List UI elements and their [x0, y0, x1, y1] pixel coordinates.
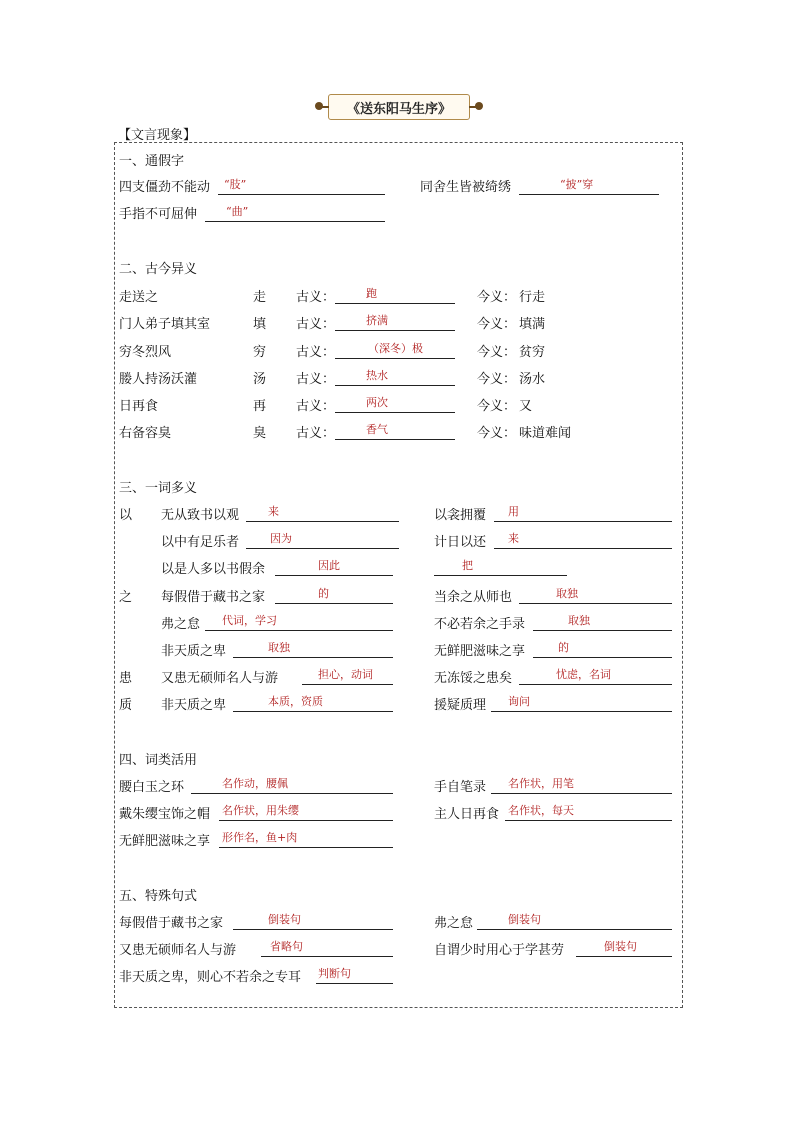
answer-tongjia-2: “披”穿	[560, 178, 594, 191]
answer-line	[335, 330, 455, 331]
gujin-char-4: 汤	[253, 372, 267, 387]
gujin-char-1: 走	[253, 290, 267, 305]
duoyi-yi-ans-2: 用	[508, 505, 519, 518]
duoyi-zhi-ans-4: 取独	[568, 614, 590, 627]
gujin-char-3: 穷	[253, 345, 267, 360]
answer-line	[335, 412, 455, 413]
duoyi-zhi-text-4: 不必若余之手录	[434, 617, 526, 632]
answer-line	[316, 983, 393, 984]
jushi-ans-1: 倒装句	[268, 913, 301, 926]
answer-line	[519, 684, 672, 685]
huoyong-text-5: 无鲜肥滋味之享	[119, 834, 211, 849]
gujin-new-label: 今义：	[477, 399, 517, 414]
huoyong-text-2: 手自笔录	[434, 780, 487, 795]
answer-line	[302, 684, 393, 685]
answer-line	[261, 956, 393, 957]
gujin-old-1: 跑	[366, 287, 377, 300]
answer-line	[477, 929, 672, 930]
huoyong-text-1: 腰白玉之环	[119, 780, 185, 795]
answer-line	[335, 358, 455, 359]
jushi-text-3: 又患无硕师名人与游	[119, 943, 237, 958]
duoyi-yi-text-3: 以中有足乐者	[161, 535, 240, 550]
jushi-ans-4: 倒装句	[604, 940, 637, 953]
duoyi-zhi-text-3: 弗之怠	[161, 617, 201, 632]
duoyi-zhi-ans-5: 取独	[268, 641, 290, 654]
answer-line	[246, 548, 399, 549]
huoyong-ans-4: 名作状，每天	[508, 804, 574, 817]
duoyi-char-yi: 以	[119, 508, 133, 523]
page-title	[328, 94, 470, 120]
gujin-old-label: 古义：	[296, 345, 336, 360]
duoyi-zhi2-ans-1: 本质，资质	[268, 695, 323, 708]
gujin-old-4: 热水	[366, 369, 388, 382]
duoyi-huan-text-1: 又患无硕师名人与游	[161, 671, 279, 686]
answer-line	[246, 521, 399, 522]
heading-tongjia: 一、通假字	[119, 154, 185, 169]
heading-duoyi: 三、一词多义	[119, 481, 198, 496]
tongjia-text-3: 手指不可屈伸	[119, 207, 198, 222]
answer-line	[233, 657, 393, 658]
tongjia-text-2: 同舍生皆被绮绣	[420, 180, 512, 195]
gujin-char-6: 臭	[253, 426, 267, 441]
duoyi-zhi-ans-6: 的	[558, 641, 569, 654]
answer-line	[233, 711, 393, 712]
duoyi-zhi-text-1: 每假借于藏书之家	[161, 590, 266, 605]
duoyi-yi-ans-4: 来	[508, 532, 519, 545]
jushi-ans-2: 倒装句	[508, 913, 541, 926]
gujin-old-label: 古义：	[296, 372, 336, 387]
huoyong-text-3: 戴朱缨宝饰之帽	[119, 807, 211, 822]
duoyi-zhi-ans-1: 的	[318, 587, 329, 600]
jushi-text-2: 弗之怠	[434, 916, 474, 931]
duoyi-yi-ans-3: 因为	[270, 532, 292, 545]
gujin-text-3: 穷冬烈风	[119, 345, 172, 360]
gujin-old-6: 香气	[366, 423, 388, 436]
answer-line	[205, 630, 393, 631]
answer-line	[335, 303, 455, 304]
gujin-new-label: 今义：	[477, 317, 517, 332]
duoyi-yi-ans-5: 因此	[318, 559, 340, 572]
answer-line	[335, 439, 455, 440]
answer-line	[205, 221, 385, 222]
gujin-text-5: 日再食	[119, 399, 159, 414]
gujin-text-6: 右备容臭	[119, 426, 172, 441]
huoyong-ans-1: 名作动，腰佩	[222, 777, 288, 790]
gujin-text-4: 媵人持汤沃灌	[119, 372, 198, 387]
jushi-text-5: 非天质之卑，则心不若余之专耳	[119, 970, 302, 985]
gujin-new-6: 味道难闻	[519, 426, 572, 441]
duoyi-char-zhi: 之	[119, 590, 133, 605]
gujin-old-label: 古义：	[296, 317, 336, 332]
gujin-text-1: 走送之	[119, 290, 159, 305]
gujin-new-label: 今义：	[477, 345, 517, 360]
duoyi-huan-ans-1: 担心，动词	[318, 668, 373, 681]
jushi-ans-5: 判断句	[318, 967, 351, 980]
gujin-char-5: 再	[253, 399, 267, 414]
answer-line	[533, 657, 672, 658]
banner-ornament-right	[469, 106, 477, 108]
duoyi-char-zhi2: 质	[119, 698, 133, 713]
answer-line	[275, 603, 393, 604]
answer-line	[491, 711, 672, 712]
answer-line	[191, 793, 393, 794]
heading-jushi: 五、特殊句式	[119, 889, 198, 904]
gujin-text-2: 门人弟子填其室	[119, 317, 211, 332]
duoyi-yi-text-2: 以衾拥覆	[434, 508, 487, 523]
gujin-new-5: 又	[519, 399, 533, 414]
duoyi-zhi-text-5: 非天质之卑	[161, 644, 227, 659]
answer-line	[219, 820, 393, 821]
duoyi-zhi-text-6: 无鲜肥滋味之享	[434, 644, 526, 659]
heading-huoyong: 四、词类活用	[119, 753, 198, 768]
duoyi-char-huan: 患	[119, 671, 133, 686]
answer-line	[233, 929, 393, 930]
answer-line	[434, 575, 567, 576]
answer-line	[494, 521, 672, 522]
duoyi-zhi2-text-1: 非天质之卑	[161, 698, 227, 713]
duoyi-huan-ans-2: 忧虑，名词	[556, 668, 611, 681]
duoyi-yi-ans-6: 把	[462, 559, 473, 572]
section-label: 【文言现象】	[118, 128, 197, 143]
gujin-new-label: 今义：	[477, 290, 517, 305]
answer-tongjia-3: “曲”	[226, 205, 249, 218]
answer-line	[335, 385, 455, 386]
duoyi-yi-text-5: 以是人多以书假余	[161, 562, 266, 577]
answer-line	[491, 793, 672, 794]
duoyi-yi-text-1: 无从致书以观	[161, 508, 240, 523]
huoyong-ans-2: 名作状，用笔	[508, 777, 574, 790]
duoyi-zhi2-ans-2: 询问	[508, 695, 530, 708]
gujin-old-label: 古义：	[296, 399, 336, 414]
gujin-char-2: 填	[253, 317, 267, 332]
title-text: 《送东阳马生序》	[346, 101, 451, 117]
heading-gujin: 二、古今异义	[119, 262, 198, 277]
gujin-new-label: 今义：	[477, 372, 517, 387]
jushi-ans-3: 省略句	[270, 940, 303, 953]
jushi-text-1: 每假借于藏书之家	[119, 916, 224, 931]
duoyi-yi-ans-1: 来	[268, 505, 279, 518]
gujin-old-5: 两次	[366, 396, 388, 409]
huoyong-ans-5: 形作名，鱼+肉	[222, 831, 298, 844]
answer-line	[505, 820, 672, 821]
huoyong-text-4: 主人日再食	[434, 807, 500, 822]
gujin-new-4: 汤水	[519, 372, 546, 387]
tongjia-text-1: 四支僵劲不能动	[119, 180, 211, 195]
duoyi-yi-text-4: 计日以还	[434, 535, 487, 550]
duoyi-huan-text-2: 无冻馁之患矣	[434, 671, 513, 686]
gujin-new-label: 今义：	[477, 426, 517, 441]
gujin-new-3: 贫穷	[519, 345, 546, 360]
huoyong-ans-3: 名作状，用朱缨	[222, 804, 299, 817]
gujin-new-1: 行走	[519, 290, 546, 305]
answer-line	[494, 548, 672, 549]
duoyi-zhi-ans-2: 取独	[556, 587, 578, 600]
gujin-old-label: 古义：	[296, 426, 336, 441]
answer-line	[275, 575, 393, 576]
jushi-text-4: 自谓少时用心于学甚劳	[434, 943, 565, 958]
answer-line	[519, 603, 672, 604]
gujin-old-2: 挤满	[366, 314, 388, 327]
answer-line	[533, 630, 672, 631]
answer-line	[218, 194, 385, 195]
banner-ornament-left	[321, 106, 329, 108]
duoyi-zhi-ans-3: 代词，学习	[222, 614, 277, 627]
gujin-old-label: 古义：	[296, 290, 336, 305]
gujin-old-3: （深冬）极	[368, 342, 423, 355]
duoyi-zhi2-text-2: 援疑质理	[434, 698, 487, 713]
answer-line	[576, 956, 672, 957]
gujin-new-2: 填满	[519, 317, 546, 332]
answer-tongjia-1: “肢”	[224, 178, 247, 191]
answer-line	[519, 194, 659, 195]
duoyi-zhi-text-2: 当余之从师也	[434, 590, 513, 605]
answer-line	[219, 847, 393, 848]
